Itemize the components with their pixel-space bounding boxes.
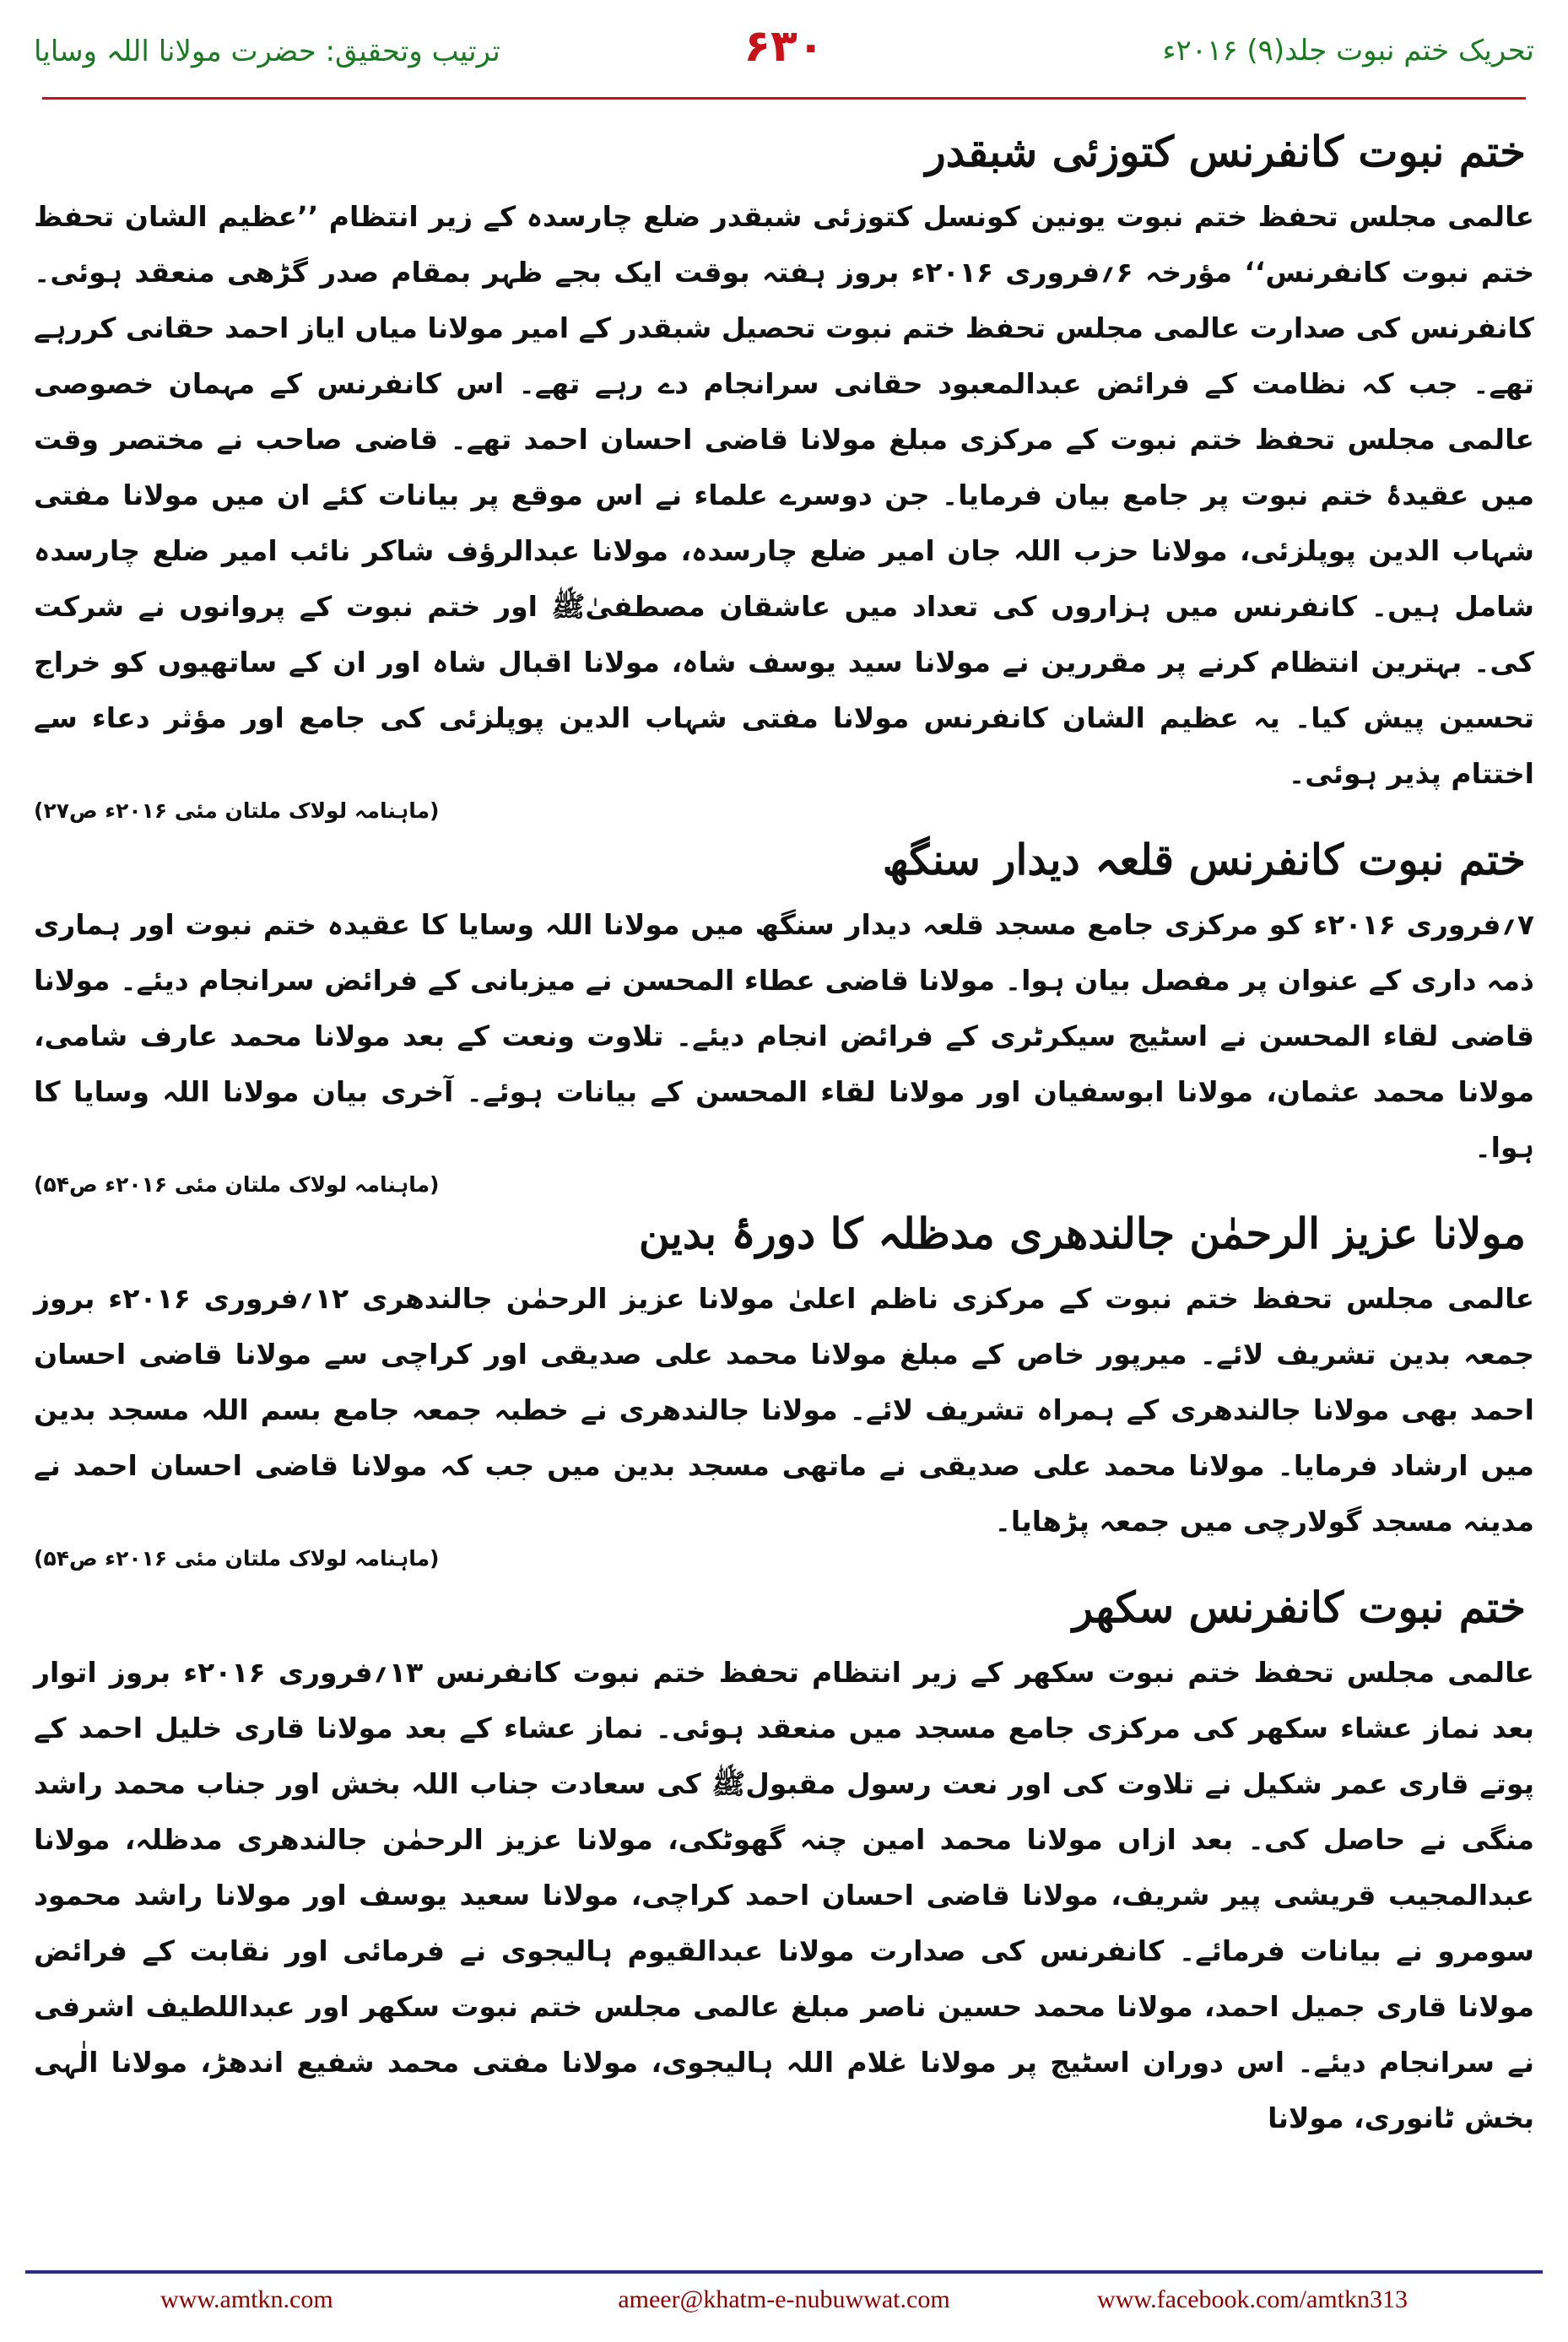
page-content — [34, 127, 1534, 2158]
page-footer — [25, 2270, 1543, 2321]
section-shabqadar — [34, 127, 1534, 823]
section-source: (ماہنامہ لولاک ملتان مئی ۲۰۱۶ء ص۵۴) — [34, 1172, 440, 1197]
section-qila-didar-singh — [34, 835, 1534, 1197]
header-book-title: تحریک ختم نبوت جلد(۹) ۲۰۱۶ء — [1162, 34, 1534, 68]
section-heading: ختم نبوت کانفرنس سکھر — [1072, 1582, 1526, 1632]
footer-email-link[interactable]: ameer@khatm-e-nubuwwat.com — [618, 2285, 950, 2313]
section-body: عالمی مجلس تحفظ ختم نبوت یونین کونسل کتوزئی شبقدر ضلع چارسدہ کے زیر انتظام ’’عظیم الشان تحفظ ختم نبوت کانفرنس‘‘ مؤرخہ ۶؍فروری ۲۰۱۶ء بروز ہفتہ بوقت ایک بجے ظہر بمقام صدر گڑھی منعقد ہوئی۔ کانفرنس کی صدارت عالمی مجلس تحفظ ختم نبوت تحصیل شبقدر کے امیر مولانا میاں ایاز احمد حقانی کررہے تھے۔ جب کہ نظامت کے فرائض عبدالمعبود حقانی سرانجام دے رہے تھے۔ اس کانفرنس کے مہمان خصوصی عالمی مجلس تحفظ ختم نبوت کے مرکزی مبلغ مولانا قاضی احسان احمد تھے۔ قاضی صاحب نے مختصر وقت میں عقیدۂ ختم نبوت پر جامع بیان فرمایا۔ جن دوسرے علماء نے اس موقع پر بیانات کئے ان میں مولانا مفتی شہاب الدین پوپلزئی، مولانا حزب اللہ جان امیر ضلع چارسدہ، مولانا عبدالرؤف شاکر نائب امیر ضلع چارسدہ شامل ہیں۔ کانفرنس میں ہزاروں کی تعداد میں عاشقان مصطفیٰﷺ اور ختم نبوت کے پروانوں نے شرکت کی۔ بہترین انتظام کرنے پر مقررین نے مولانا سید یوسف شاہ، مولانا اقبال شاہ اور ان کے ساتھیوں کو خراج تحسین پیش کیا۔ یہ عظیم الشان کانفرنس مولانا مفتی شہاب الدین پوپلزئی کی جامع اور مؤثر دعاء سے اختتام پذیر ہوئی۔ — [34, 200, 1534, 790]
section-heading: ختم نبوت کانفرنس کتوزئی شبقدر — [925, 127, 1526, 176]
header-compiler: ترتیب وتحقیق: حضرت مولانا اللہ وسایا — [34, 35, 500, 68]
section-badin-visit — [34, 1209, 1534, 1571]
footer-website-link[interactable]: www.amtkn.com — [160, 2285, 333, 2313]
section-heading: ختم نبوت کانفرنس قلعہ دیدار سنگھ — [882, 835, 1526, 884]
page-header — [25, 17, 1543, 84]
footer-divider — [25, 2270, 1543, 2274]
section-sukkur — [34, 1582, 1534, 2146]
footer-facebook-link[interactable]: www.facebook.com/amtkn313 — [1097, 2285, 1408, 2313]
section-source: (ماہنامہ لولاک ملتان مئی ۲۰۱۶ء ص۵۴) — [34, 1546, 440, 1571]
section-heading: مولانا عزیز الرحمٰن جالندھری مدظلہ کا دورۂ بدین — [638, 1209, 1526, 1258]
section-body: عالمی مجلس تحفظ ختم نبوت سکھر کے زیر انتظام تحفظ ختم نبوت کانفرنس ۱۳؍فروری ۲۰۱۶ء بروز اتوار بعد نماز عشاء سکھر کی مرکزی جامع مسجد میں منعقد ہوئی۔ نماز عشاء کے بعد مولانا قاری خلیل احمد کے پوتے قاری عمر شکیل نے تلاوت کی اور نعت رسول مقبولﷺ کی سعادت جناب اللہ بخش اور جناب محمد راشد منگی نے حاصل کی۔ بعد ازاں مولانا محمد امین چنہ گھوٹکی، مولانا عزیز الرحمٰن جالندھری مدظلہ، مولانا عبدالمجیب قریشی پیر شریف، مولانا قاضی احسان احمد کراچی، مولانا سعید یوسف اور مولانا راشد محمود سومرو نے بیانات فرمائے۔ کانفرنس کی صدارت مولانا عبدالقیوم ہالیجوی نے فرمائی اور نقابت کے فرائض مولانا قاری جمیل احمد، مولانا محمد حسین ناصر مبلغ عالمی مجلس ختم نبوت سکھر اور عبداللطیف اشرفی نے سرانجام دیئے۔ اس دوران اسٹیج پر مولانا غلام اللہ ہالیجوی، مولانا مفتی محمد شفیع اندھڑ، مولانا الٰہی بخش ٹانوری، مولانا — [34, 1656, 1535, 2134]
section-source: (ماہنامہ لولاک ملتان مئی ۲۰۱۶ء ص۲۷) — [34, 798, 440, 823]
page-number: ۶۳۰ — [743, 21, 825, 72]
section-body: عالمی مجلس تحفظ ختم نبوت کے مرکزی ناظم اعلیٰ مولانا عزیز الرحمٰن جالندھری ۱۲؍فروری ۲۰۱۶ء بروز جمعہ بدین تشریف لائے۔ میرپور خاص کے مبلغ مولانا محمد علی صدیقی اور کراچی سے مولانا قاضی احسان احمد بھی مولانا جالندھری کے ہمراہ تشریف لائے۔ مولانا جالندھری نے خطبہ جمعہ جامع بسم اللہ مسجد بدین میں ارشاد فرمایا۔ مولانا محمد علی صدیقی نے ماتھی مسجد بدین میں جب کہ مولانا قاضی احسان احمد نے مدینہ مسجد گولارچی میں جمعہ پڑھایا۔ — [34, 1282, 1535, 1538]
header-divider — [42, 97, 1526, 100]
section-body: ۷؍فروری ۲۰۱۶ء کو مرکزی جامع مسجد قلعہ دیدار سنگھ میں مولانا اللہ وسایا کا عقیدہ ختم نبوت اور ہماری ذمہ داری کے عنوان پر مفصل بیان ہوا۔ مولانا قاضی عطاء المحسن نے میزبانی کے فرائض سرانجام دیئے۔ مولانا قاضی لقاء المحسن نے اسٹیج سیکرٹری کے فرائض انجام دیئے۔ تلاوت ونعت کے بعد مولانا محمد عارف شامی، مولانا محمد عثمان، مولانا ابوسفیان اور مولانا لقاء المحسن کے بیانات ہوئے۔ آخری بیان مولانا اللہ وسایا کا ہوا۔ — [34, 908, 1534, 1164]
